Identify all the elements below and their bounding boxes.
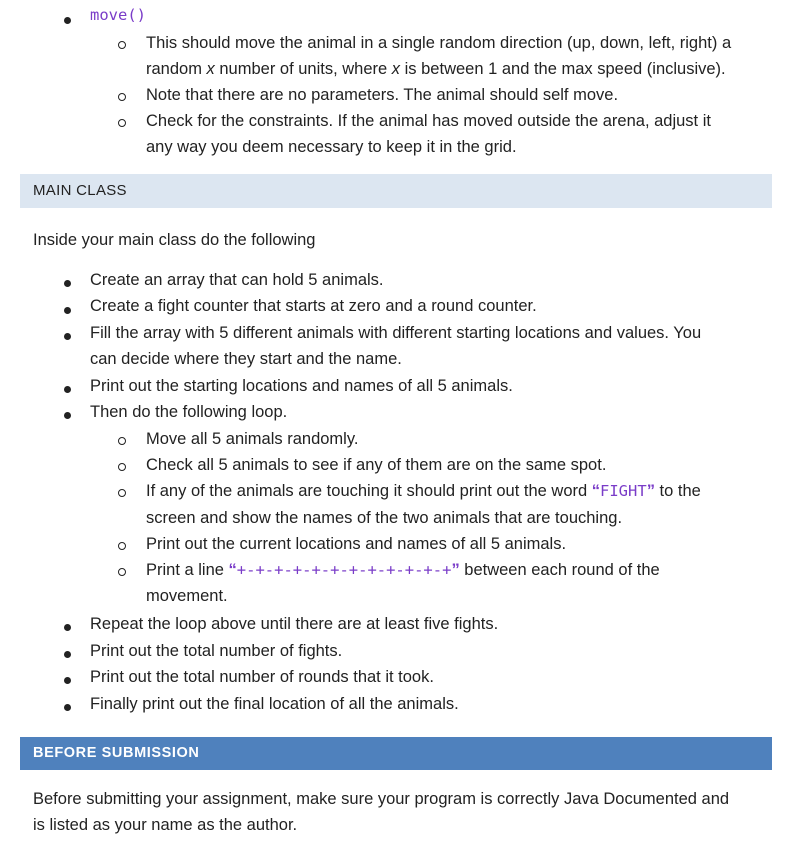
hollow-bullet-icon — [118, 119, 126, 127]
bullet-icon — [64, 17, 71, 24]
bullet-loop: Then do the following loop. — [90, 403, 288, 421]
loop-touching-line2: screen and show the names of the two animals that are touching. — [146, 509, 623, 527]
bullet-repeat: Repeat the loop above until there are at least five fights. — [90, 615, 499, 633]
bullet-icon — [64, 386, 71, 393]
loop-print-line-line2: movement. — [146, 587, 228, 605]
loop-move: Move all 5 animals randomly. — [146, 430, 359, 448]
bullet-fill-line2: can decide where they start and the name. — [90, 350, 402, 368]
main-class-intro: Inside your main class do the following — [33, 231, 316, 249]
submission-text-line2: is listed as your name as the author. — [33, 816, 298, 834]
hollow-bullet-icon — [118, 41, 126, 49]
hollow-bullet-icon — [118, 463, 126, 471]
loop-print-current: Print out the current locations and names of all 5 animals. — [146, 535, 567, 553]
method-name: move() — [90, 6, 146, 24]
before-submission-heading-text: BEFORE SUBMISSION — [33, 745, 200, 761]
bullet-fill-line1: Fill the array with 5 different animals with different starting locations and values. You — [90, 324, 702, 342]
before-submission-heading — [20, 737, 772, 770]
loop-check: Check all 5 animals to see if any of them are on the same spot. — [146, 456, 607, 474]
bullet-icon — [64, 280, 71, 287]
move-desc-line2: random x number of units, where x is between 1 and the max speed (inclusive). — [146, 60, 726, 78]
bullet-icon — [64, 651, 71, 658]
bullet-array: Create an array that can hold 5 animals. — [90, 271, 384, 289]
bullet-icon — [64, 412, 71, 419]
loop-touching-line1: If any of the animals are touching it should print out the word “FIGHT” to the — [146, 482, 701, 500]
bullet-total-fights: Print out the total number of fights. — [90, 642, 343, 660]
bullet-counters: Create a fight counter that starts at zero and a round counter. — [90, 297, 537, 315]
bullet-print-start: Print out the starting locations and names of all 5 animals. — [90, 377, 513, 395]
hollow-bullet-icon — [118, 93, 126, 101]
main-class-heading — [20, 174, 772, 208]
move-constraints-line1: Check for the constraints. If the animal has moved outside the arena, adjust it — [146, 112, 711, 130]
bullet-icon — [64, 677, 71, 684]
bullet-final-location: Finally print out the final location of all the animals. — [90, 695, 459, 713]
loop-print-line: Print a line “+-+-+-+-+-+-+-+-+-+-+-+” between each round of the — [146, 561, 660, 579]
hollow-bullet-icon — [118, 489, 126, 497]
bullet-icon — [64, 704, 71, 711]
bullet-icon — [64, 624, 71, 631]
move-desc-line1: This should move the animal in a single random direction (up, down, left, right) a — [146, 34, 732, 52]
main-class-heading-text: MAIN CLASS — [33, 182, 127, 199]
hollow-bullet-icon — [118, 437, 126, 445]
hollow-bullet-icon — [118, 542, 126, 550]
bullet-total-rounds: Print out the total number of rounds that it took. — [90, 668, 434, 686]
bullet-icon — [64, 333, 71, 340]
move-note: Note that there are no parameters. The animal should self move. — [146, 86, 619, 104]
submission-text-line1: Before submitting your assignment, make sure your program is correctly Java Documented and — [33, 790, 730, 808]
hollow-bullet-icon — [118, 568, 126, 576]
move-constraints-line2: any way you deem necessary to keep it in the grid. — [146, 138, 517, 156]
bullet-icon — [64, 307, 71, 314]
